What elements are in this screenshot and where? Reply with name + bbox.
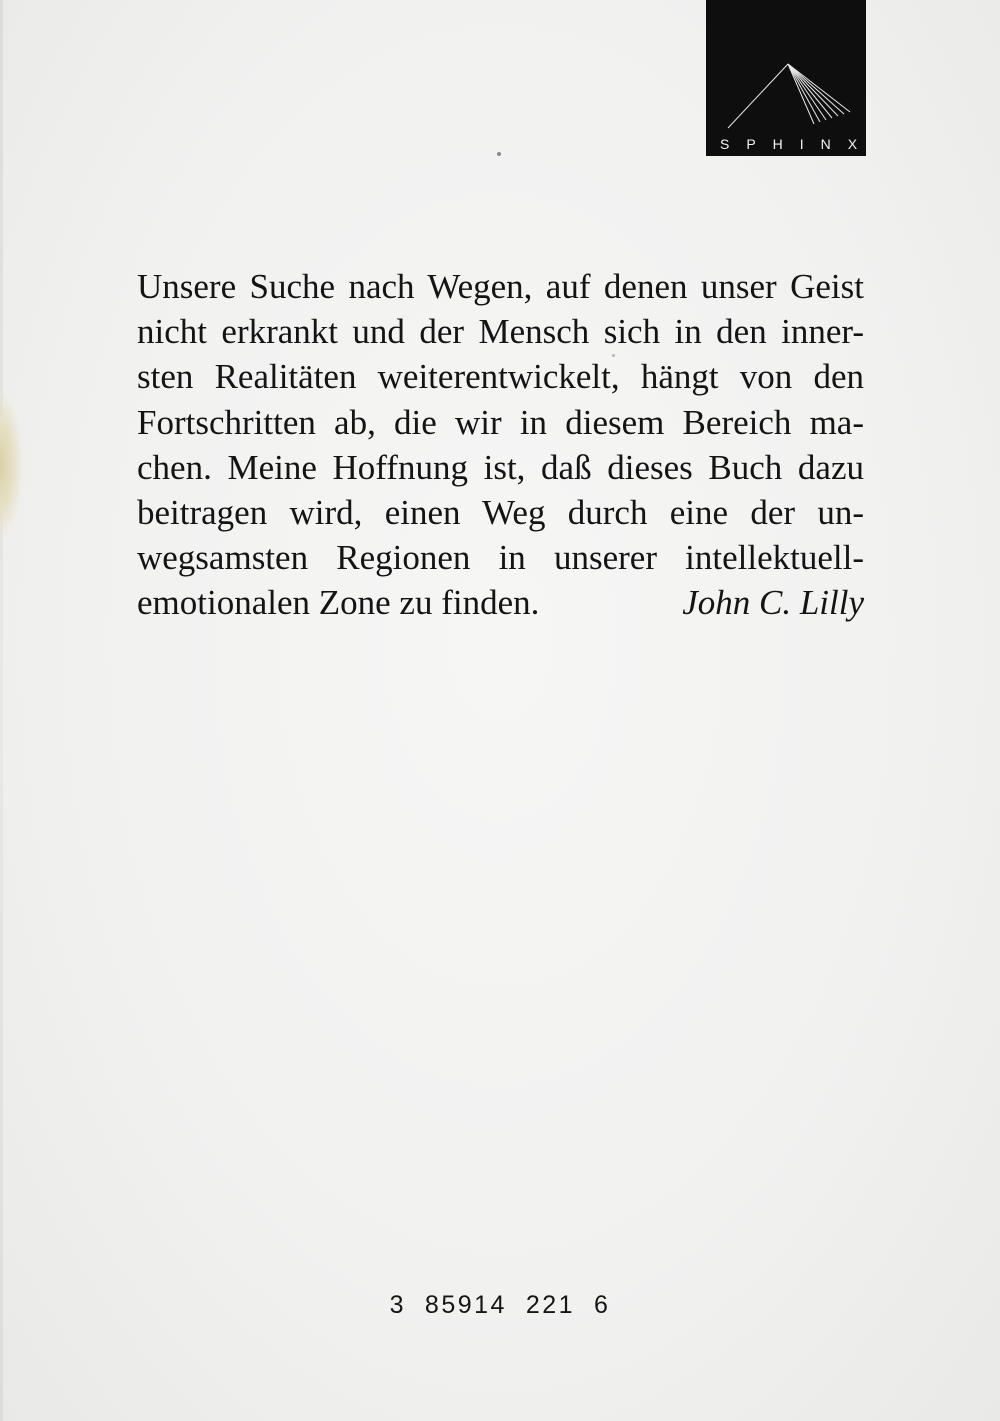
publisher-logo xyxy=(706,0,875,156)
blurb-line: wegsamsten Regionen in unserer intellektuell- xyxy=(137,538,864,578)
blurb-line: beitragen wird, einen Weg durch eine der un- xyxy=(137,493,864,533)
blurb-line: chen. Meine Hoffnung ist, daß dieses Buch dazu xyxy=(137,447,864,487)
pyramid-icon xyxy=(706,0,875,156)
isbn-number xyxy=(0,1291,1000,1320)
blurb-line: nicht erkrankt und der Mensch sich in den inner- xyxy=(137,312,864,352)
blurb-line: Unsere Suche nach Wegen, auf denen unser Geist xyxy=(137,267,864,306)
isbn-text: 3 85914 221 6 xyxy=(389,1291,611,1319)
blurb-line: sten Realitäten weiterentwickelt, hängt von den xyxy=(137,357,864,397)
blurb-line: emotionalen Zone zu finden. xyxy=(137,583,540,623)
publisher-name: SPHINX xyxy=(720,136,875,152)
cover-wear-stain xyxy=(0,395,22,535)
cover-edge xyxy=(0,0,3,1421)
blurb-line: Fortschritten ab, die wir in diesem Bereich ma- xyxy=(137,402,864,442)
blurb-quote xyxy=(137,264,864,626)
paper-speck xyxy=(497,152,501,156)
blurb-last-line xyxy=(137,580,864,625)
author-signature: John C. Lilly xyxy=(682,583,864,623)
